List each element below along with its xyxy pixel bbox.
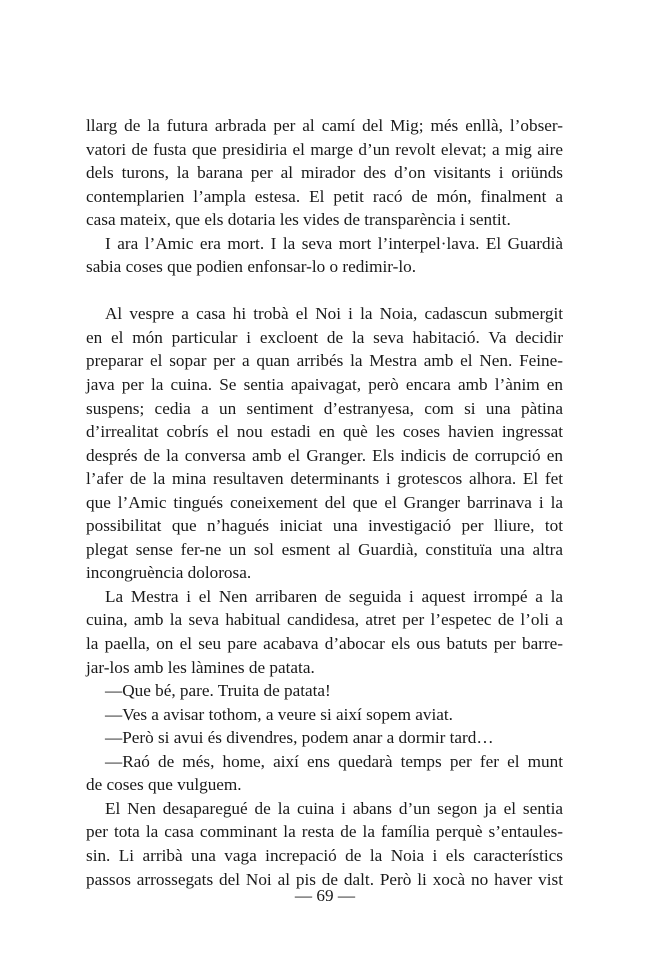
dialogue-line: —Raó de més, home, així ens quedarà temps per fer el munt xyxy=(105,751,563,771)
page-number: — 69 — xyxy=(294,886,356,905)
text-line: passos arrossegats del Noi al pis de dalt. Però li xocà no haver vist xyxy=(86,869,563,889)
text-line: dels turons, la barana per al mirador des d’on visitants i oriünds xyxy=(86,163,563,183)
text-line: contemplarien l’ampla estesa. El petit racó de món, finalment a xyxy=(86,186,563,206)
text-line: jar-los amb les làmines de patata. xyxy=(86,657,315,677)
text-line: incongruència dolorosa. xyxy=(86,563,252,583)
text-line: sin. Li arribà una vaga increpació de la Noia i els característics xyxy=(86,845,563,865)
text-line: El Nen desaparegué de la cuina i abans d’un segon ja el sentia xyxy=(105,798,563,818)
dialogue-line: —Que bé, pare. Truita de patata! xyxy=(105,681,331,701)
text-line: cuina, amb la seva habitual candidesa, atret per l’espetec de l’oli a xyxy=(86,610,563,630)
text-line: de coses que vulguem. xyxy=(86,775,242,795)
text-line: després de la conversa amb el Granger. Els indicis de corrupció en xyxy=(86,445,563,465)
dialogue-line: —Però si avui és divendres, podem anar a dormir tard… xyxy=(105,728,494,748)
text-line: l’afer de la mina resultaven determinants i grotescos alhora. El fet xyxy=(86,469,563,489)
body-text xyxy=(86,114,563,891)
text-line: la paella, on el seu pare acabava d’abocar els ous batuts per barre- xyxy=(86,634,563,654)
text-line: que l’Amic tingués coneixement del que el Granger barrinava i la xyxy=(86,492,563,512)
section-break xyxy=(86,279,563,303)
text-line: en el món particular i excloent de la seva habitació. Va decidir xyxy=(86,327,563,347)
text-line: casa mateix, que els dotaria les vides de transparència i sentit. xyxy=(86,210,511,230)
text-line: I ara l’Amic era mort. I la seva mort l’interpel·lava. El Guardià xyxy=(105,233,563,253)
text-line: per tota la casa comminant la resta de la família perquè s’entaules- xyxy=(86,822,563,842)
text-line: possibilitat que n’hagués iniciat una investigació per lliure, tot xyxy=(86,516,563,536)
text-line: preparar el sopar per a quan arribés la Mestra amb el Nen. Feine- xyxy=(86,351,563,371)
text-line: llarg de la futura arbrada per al camí del Mig; més enllà, l’obser- xyxy=(86,116,563,135)
text-line: java per la cuina. Se sentia apaivagat, però encara amb l’ànim en xyxy=(86,375,563,395)
text-line: suspens; cedia a un sentiment d’estranyesa, com si una pàtina xyxy=(86,398,563,418)
text-line: d’irrealitat cobrís el nou estadi en què les coses havien ingressat xyxy=(86,422,563,442)
text-line: Al vespre a casa hi trobà el Noi i la Noia, cadascun submergit xyxy=(105,304,563,324)
text-line: La Mestra i el Nen arribaren de seguida i aquest irrompé a la xyxy=(105,586,563,606)
text-line: vatori de fusta que presidiria el marge d’un revolt elevat; a mig aire xyxy=(86,139,563,159)
dialogue-line: —Ves a avisar tothom, a veure si així sopem aviat. xyxy=(105,704,453,724)
text-line: sabia coses que podien enfonsar-lo o redimir-lo. xyxy=(86,257,417,277)
page-body xyxy=(86,114,563,891)
text-line: plegat sense fer-ne un sol esment al Guardià, constituïa una altra xyxy=(86,539,563,559)
